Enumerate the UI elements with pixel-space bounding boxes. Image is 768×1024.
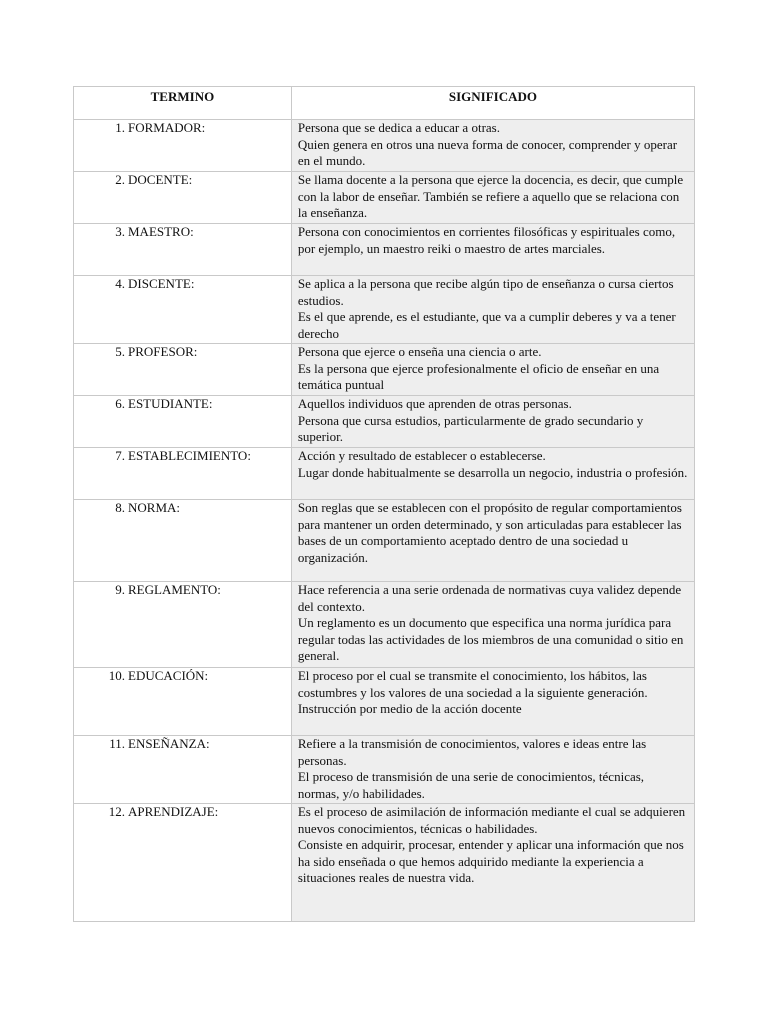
header-meaning: SIGNIFICADO	[291, 87, 694, 120]
meaning-cell	[291, 448, 694, 500]
term-cell	[74, 172, 292, 224]
term-cell	[74, 582, 292, 668]
meaning-cell	[291, 120, 694, 172]
term-number: 3.	[115, 224, 125, 239]
term-label: PROFESOR:	[128, 344, 198, 359]
meaning-cell	[291, 224, 694, 276]
meaning-cell	[291, 668, 694, 736]
term-label: ENSEÑANZA:	[128, 736, 210, 751]
term-number: 8.	[115, 500, 125, 515]
meaning-text: Persona que ejerce o enseña una ciencia o arte.	[297, 344, 542, 359]
meaning-text: Persona que cursa estudios, particularmente de grado secundario y superior.	[297, 412, 644, 444]
term-number: 12.	[108, 804, 125, 819]
term-label: DISCENTE:	[128, 276, 195, 291]
term-number: 2.	[115, 172, 125, 187]
meaning-text: Son reglas que se establecen con el propósito de regular comportamientos para mantener un orden determinado, y son articuladas para establecer las bases de un comportamiento aceptado dentro de una sociedad u organización.	[297, 500, 682, 565]
term-cell	[74, 224, 292, 276]
term-cell	[74, 120, 292, 172]
meaning-text: Se llama docente a la persona que ejerce la docencia, es decir, que cumple con la labor de enseñar. También se refiere a aquello que se relaciona con la enseñanza.	[297, 172, 684, 220]
meaning-text: Es el proceso de asimilación de información mediante el cual se adquieren nuevos conocimientos, técnicas o habilidades.	[297, 804, 686, 836]
meaning-text: Refiere a la transmisión de conocimientos, valores e ideas entre las personas.	[297, 736, 647, 768]
term-cell	[74, 276, 292, 344]
term-number: 9.	[115, 582, 125, 597]
term-label: ESTABLECIMIENTO:	[128, 448, 251, 463]
term-number: 10.	[108, 668, 125, 683]
term-number: 4.	[115, 276, 125, 291]
meaning-text: Es el que aprende, es el estudiante, que va a cumplir deberes y va a tener derecho	[297, 309, 676, 341]
meaning-cell	[291, 172, 694, 224]
meaning-cell	[291, 736, 694, 804]
term-label: NORMA:	[128, 500, 181, 515]
meaning-text: El proceso de transmisión de una serie de conocimientos, técnicas, normas, y/o habilidades.	[297, 769, 645, 801]
meaning-cell	[291, 804, 694, 922]
term-cell	[74, 344, 292, 396]
table-row	[74, 120, 695, 172]
meaning-text: El proceso por el cual se transmite el conocimiento, los hábitos, las costumbres y los valores de una sociedad a la siguiente generación.	[297, 668, 648, 700]
term-label: DOCENTE:	[128, 172, 193, 187]
meaning-text: Quien genera en otros una nueva forma de conocer, comprender y operar en el mundo.	[297, 136, 678, 168]
term-number: 7.	[115, 448, 125, 463]
table-row	[74, 224, 695, 276]
table-body	[74, 120, 695, 922]
table-row	[74, 396, 695, 448]
meaning-text: Aquellos individuos que aprenden de otras personas.	[297, 396, 572, 411]
meaning-text: Consiste en adquirir, procesar, entender y aplicar una información que nos ha sido enseñada o que hemos adquirido mediante la experiencia a situaciones reales de nuestra vida.	[297, 837, 684, 885]
table-row	[74, 804, 695, 922]
meaning-text: Un reglamento es un documento que especifica una norma jurídica para regular todas las actividades de los miembros de una comunidad o sitio en general.	[297, 615, 684, 663]
header-term: TERMINO	[74, 87, 292, 120]
meaning-cell	[291, 276, 694, 344]
meaning-cell	[291, 344, 694, 396]
meaning-text: Persona que se dedica a educar a otras.	[297, 120, 500, 135]
table-row	[74, 582, 695, 668]
header-row	[74, 87, 695, 120]
term-label: MAESTRO:	[128, 224, 194, 239]
term-cell	[74, 500, 292, 582]
table-row	[74, 172, 695, 224]
term-number: 6.	[115, 396, 125, 411]
meaning-text: Es la persona que ejerce profesionalmente el oficio de enseñar en una temática puntual	[297, 360, 660, 392]
term-label: EDUCACIÓN:	[128, 668, 209, 683]
meaning-cell	[291, 396, 694, 448]
term-cell	[74, 668, 292, 736]
table-row	[74, 500, 695, 582]
meaning-cell	[291, 582, 694, 668]
meaning-text: Acción y resultado de establecer o establecerse.	[297, 448, 546, 463]
term-cell	[74, 448, 292, 500]
term-label: APRENDIZAJE:	[128, 804, 219, 819]
table-row	[74, 344, 695, 396]
term-number: 11.	[109, 736, 125, 751]
term-number: 1.	[115, 120, 125, 135]
term-label: FORMADOR:	[128, 120, 206, 135]
meaning-text: Instrucción por medio de la acción docente	[297, 701, 522, 716]
meaning-text: Se aplica a la persona que recibe algún tipo de enseñanza o cursa ciertos estudios.	[297, 276, 674, 308]
table-row	[74, 276, 695, 344]
term-label: ESTUDIANTE:	[128, 396, 213, 411]
meaning-cell	[291, 500, 694, 582]
table-row	[74, 736, 695, 804]
meaning-text: Hace referencia a una serie ordenada de normativas cuya validez depende del contexto.	[297, 582, 682, 614]
meaning-text: Persona con conocimientos en corrientes filosóficas y espirituales como, por ejemplo, un maestro reiki o maestro de artes marciales.	[297, 224, 676, 256]
table-row	[74, 668, 695, 736]
meaning-text: Lugar donde habitualmente se desarrolla un negocio, industria o profesión.	[297, 464, 688, 480]
terms-table	[73, 86, 695, 922]
term-label: REGLAMENTO:	[128, 582, 221, 597]
table-row	[74, 448, 695, 500]
term-cell	[74, 396, 292, 448]
term-cell	[74, 804, 292, 922]
term-cell	[74, 736, 292, 804]
term-number: 5.	[115, 344, 125, 359]
